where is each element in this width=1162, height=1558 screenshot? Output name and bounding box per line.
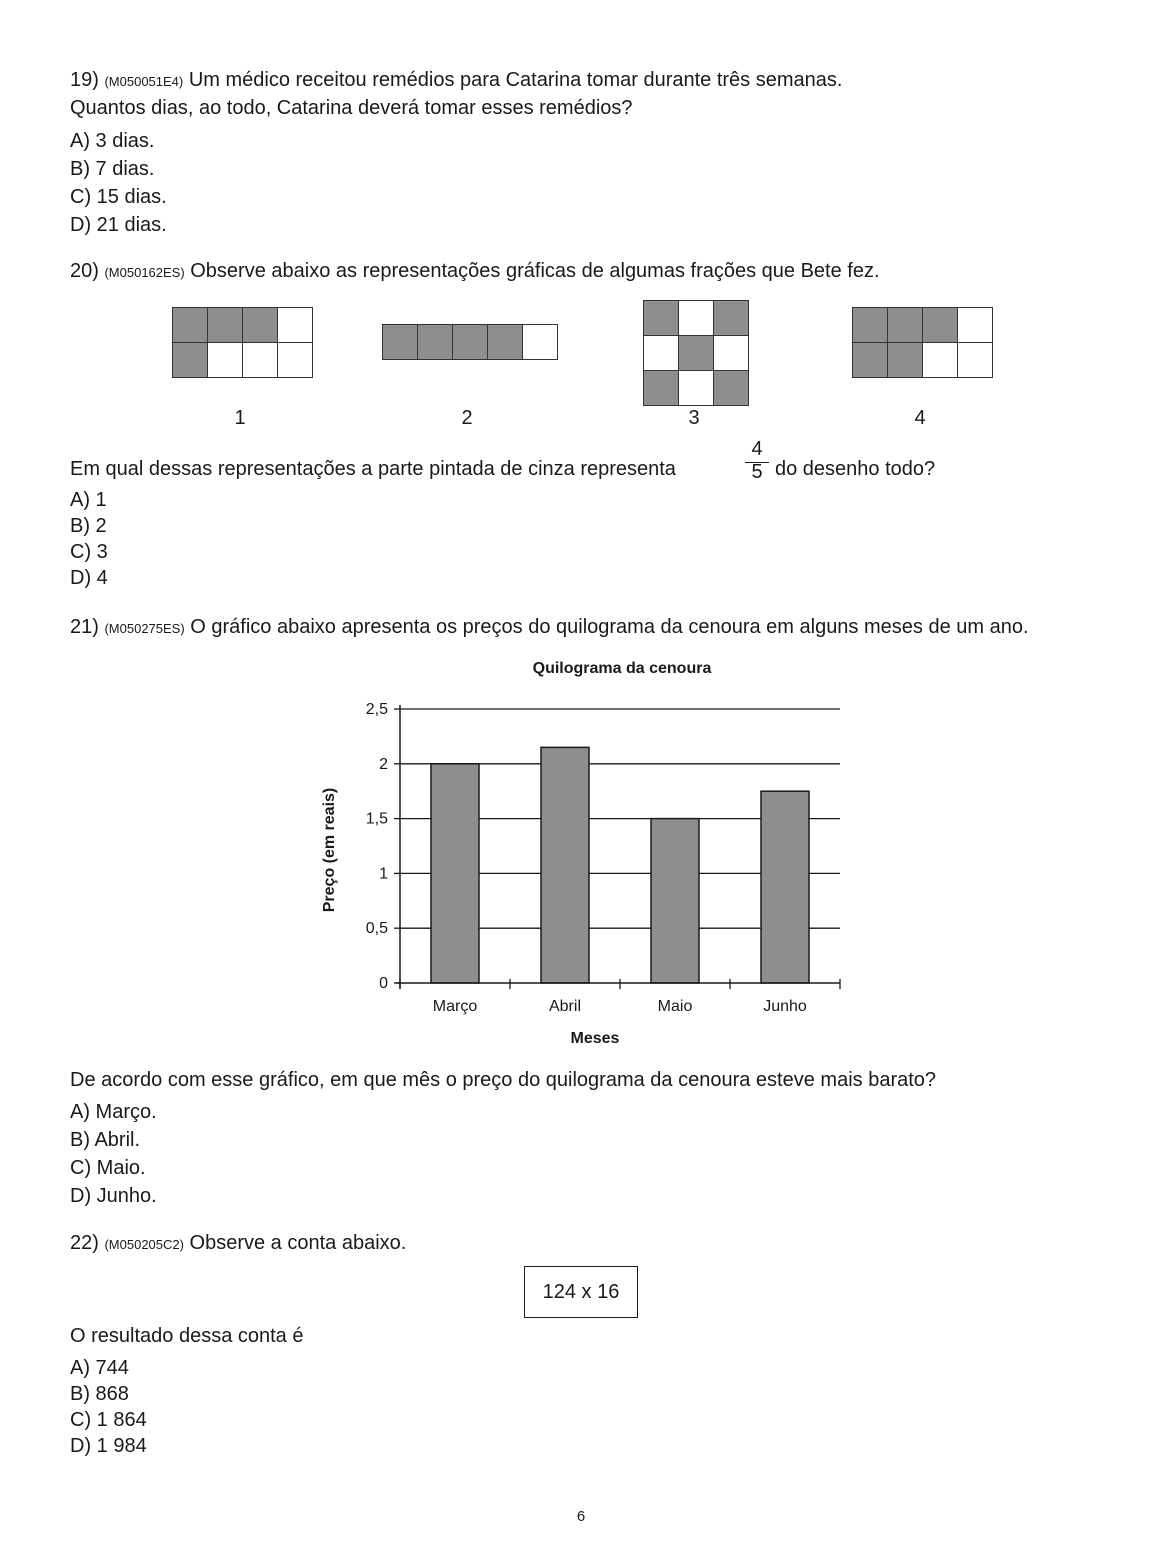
chart-x-tick-label: Março — [432, 998, 478, 1015]
chart-y-tick-labels — [366, 701, 388, 992]
q22-option-b: B) 868 — [70, 1383, 129, 1405]
chart-title: Quilograma da cenoura — [532, 660, 712, 677]
figure-1-cell-shaded — [173, 343, 208, 378]
q22-option-c: C) 1 864 — [70, 1409, 147, 1431]
q19-number: 19) — [70, 69, 99, 91]
figure-3-cell-blank — [679, 301, 714, 336]
figure-3-cell-blank — [714, 336, 749, 371]
figure-4-cell-blank — [958, 308, 993, 343]
q21-text: O gráfico abaixo apresenta os preços do quilograma da cenoura em alguns meses de um ano. — [190, 616, 1029, 638]
fraction-four-fifths — [745, 438, 769, 484]
q19-header — [70, 66, 842, 96]
figure-label-2: 2 — [461, 407, 473, 429]
chart-y-tick-label: 2 — [379, 755, 388, 773]
figure-3-cell-blank — [644, 336, 679, 371]
q21-question: De acordo com esse gráfico, em que mês o preço do quilograma da cenoura esteve mais barato? — [70, 1069, 937, 1091]
chart-y-tick-label: 1 — [379, 865, 388, 883]
q20-text: Observe abaixo as representações gráficas de algumas frações que Bete fez. — [190, 260, 880, 282]
chart-bars — [431, 747, 809, 983]
multiplication-box: 124 x 16 — [524, 1266, 638, 1318]
fraction-figure-1 — [172, 307, 313, 378]
q22-option-a: A) 744 — [70, 1357, 129, 1379]
q20-option-a: A) 1 — [70, 489, 107, 511]
fraction-figure-2 — [382, 324, 558, 360]
q22-question: O resultado dessa conta é — [70, 1325, 304, 1347]
q19-code: (M050051E4) — [104, 74, 184, 89]
figure-1-cell-shaded — [243, 308, 278, 343]
figure-2-cell-shaded — [453, 325, 488, 360]
q21-number: 21) — [70, 616, 99, 638]
q22-header — [70, 1229, 406, 1259]
q21-option-b: B) Abril. — [70, 1129, 141, 1151]
fraction-numerator: 4 — [751, 438, 763, 460]
q20-option-d: D) 4 — [70, 567, 108, 589]
figure-2-cell-blank — [523, 325, 558, 360]
figure-3-cell-shaded — [714, 301, 749, 336]
chart-bar-maio — [651, 819, 699, 983]
figure-label-3: 3 — [688, 407, 700, 429]
figure-4-cell-shaded — [923, 308, 958, 343]
q22-option-d: D) 1 984 — [70, 1435, 147, 1457]
fraction-figure-4 — [852, 307, 993, 378]
figure-3-cell-shaded — [644, 301, 679, 336]
chart-y-tick-label: 0,5 — [365, 920, 388, 938]
chart-y-axis-label: Preço (em reais) — [321, 787, 338, 913]
figure-1-cell-blank — [278, 308, 313, 343]
q20-header — [70, 257, 880, 287]
fraction-denominator: 5 — [751, 461, 763, 483]
figure-4-cell-shaded — [888, 343, 923, 378]
q21-option-c: C) Maio. — [70, 1157, 146, 1179]
chart-x-tick-label: Maio — [657, 998, 693, 1015]
chart-y-tick-label: 0 — [379, 975, 388, 992]
q20-option-c: C) 3 — [70, 541, 108, 563]
chart-bar-março — [431, 764, 479, 983]
q19-option-b: B) 7 dias. — [70, 158, 155, 180]
figure-4-cell-shaded — [888, 308, 923, 343]
figure-2-cell-shaded — [488, 325, 523, 360]
q22-text: Observe a conta abaixo. — [189, 1232, 407, 1254]
q20-question-after: do desenho todo? — [775, 458, 936, 480]
chart-bar-abril — [541, 747, 589, 983]
figure-3-cell-shaded — [679, 336, 714, 371]
q20-code: (M050162ES) — [104, 265, 185, 280]
page-number: 6 — [576, 1508, 586, 1525]
chart-x-tick-label: Junho — [763, 998, 807, 1015]
figure-label-1: 1 — [234, 407, 246, 429]
chart-x-axis-label: Meses — [570, 1030, 620, 1047]
q19-option-d: D) 21 dias. — [70, 214, 167, 236]
figure-1-cell-blank — [243, 343, 278, 378]
chart-y-tick-label: 2,5 — [365, 701, 388, 718]
figure-label-4: 4 — [914, 407, 926, 429]
q22-number: 22) — [70, 1232, 99, 1254]
figure-1-cell-blank — [278, 343, 313, 378]
q21-code: (M050275ES) — [104, 621, 185, 636]
chart-bar-junho — [761, 791, 809, 983]
q21-option-d: D) Junho. — [70, 1185, 157, 1207]
q20-question-before: Em qual dessas representações a parte pintada de cinza representa — [70, 458, 676, 480]
q22-code: (M050205C2) — [104, 1237, 184, 1252]
figure-2-cell-shaded — [383, 325, 418, 360]
bar-chart — [300, 650, 860, 1055]
q20-number: 20) — [70, 260, 99, 282]
q19-text-line2: Quantos dias, ao todo, Catarina deverá tomar esses remédios? — [70, 97, 633, 119]
figure-3-cell-shaded — [714, 371, 749, 406]
figure-4-cell-shaded — [853, 343, 888, 378]
figure-4-cell-shaded — [853, 308, 888, 343]
figure-3-cell-blank — [679, 371, 714, 406]
figure-2-cell-shaded — [418, 325, 453, 360]
fraction-figure-3 — [643, 300, 749, 406]
q19-option-c: C) 15 dias. — [70, 186, 167, 208]
figure-1-cell-shaded — [173, 308, 208, 343]
chart-x-tick-labels — [433, 998, 807, 1015]
figure-4-cell-blank — [958, 343, 993, 378]
figure-3-cell-shaded — [644, 371, 679, 406]
q19-text: Um médico receitou remédios para Catarina tomar durante três semanas. — [188, 69, 843, 91]
q20-option-b: B) 2 — [70, 515, 107, 537]
chart-x-tick-label: Abril — [548, 998, 582, 1015]
figure-4-cell-blank — [923, 343, 958, 378]
q21-header — [70, 613, 1029, 643]
q19-option-a: A) 3 dias. — [70, 130, 155, 152]
figure-1-cell-shaded — [208, 308, 243, 343]
q21-option-a: A) Março. — [70, 1101, 157, 1123]
figure-1-cell-blank — [208, 343, 243, 378]
chart-y-tick-label: 1,5 — [365, 810, 388, 828]
